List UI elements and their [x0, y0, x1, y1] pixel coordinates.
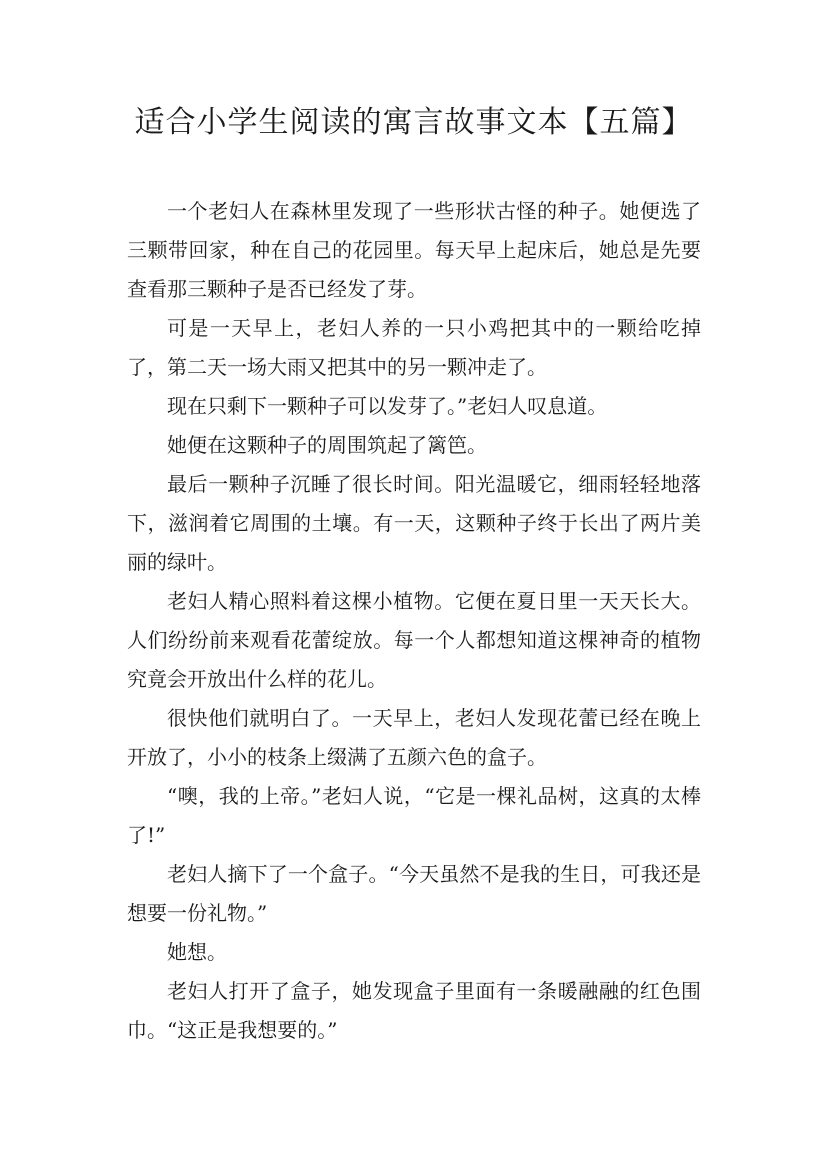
- paragraph: 最后一颗种子沉睡了很长时间。阳光温暖它，细雨轻轻地落下，滋润着它周围的土壤。有一天，这颗种子终于长出了两片美丽的绿叶。: [127, 472, 701, 574]
- paragraph: 现在只剩下一颗种子可以发芽了。”老妇人叹息道。: [167, 394, 608, 418]
- paragraph: 老妇人打开了盒子，她发现盒子里面有一条暖融融的红色围巾。“这正是我想要的。”: [127, 979, 701, 1042]
- document-title: 适合小学生阅读的寓言故事文本【五篇】: [134, 105, 693, 140]
- paragraph: 她便在这颗种子的周围筑起了篱笆。: [167, 433, 487, 457]
- paragraph: 老妇人摘下了一个盒子。“今天虽然不是我的生日，可我还是想要一份礼物。”: [127, 862, 701, 925]
- paragraph: 一个老妇人在森林里发现了一些形状古怪的种子。她便选了三颗带回家，种在自己的花园里。每天早上起床后，她总是先要查看那三颗种子是否已经发了芽。: [127, 199, 701, 301]
- paragraph: “噢，我的上帝。”老妇人说，“它是一棵礼品树，这真的太棒了!”: [127, 784, 701, 847]
- document-body: [127, 192, 701, 1050]
- paragraph: 老妇人精心照料着这棵小植物。它便在夏日里一天天长大。人们纷纷前来观看花蕾绽放。每一个人都想知道这棵神奇的植物究竟会开放出什么样的花儿。: [127, 589, 701, 691]
- paragraph: 很快他们就明白了。一天早上，老妇人发现花蕾已经在晚上开放了，小小的枝条上缀满了五颜六色的盒子。: [127, 706, 701, 769]
- paragraph: 她想。: [167, 940, 227, 964]
- paragraph: 可是一天早上，老妇人养的一只小鸡把其中的一颗给吃掉了，第二天一场大雨又把其中的另一颗冲走了。: [127, 316, 701, 379]
